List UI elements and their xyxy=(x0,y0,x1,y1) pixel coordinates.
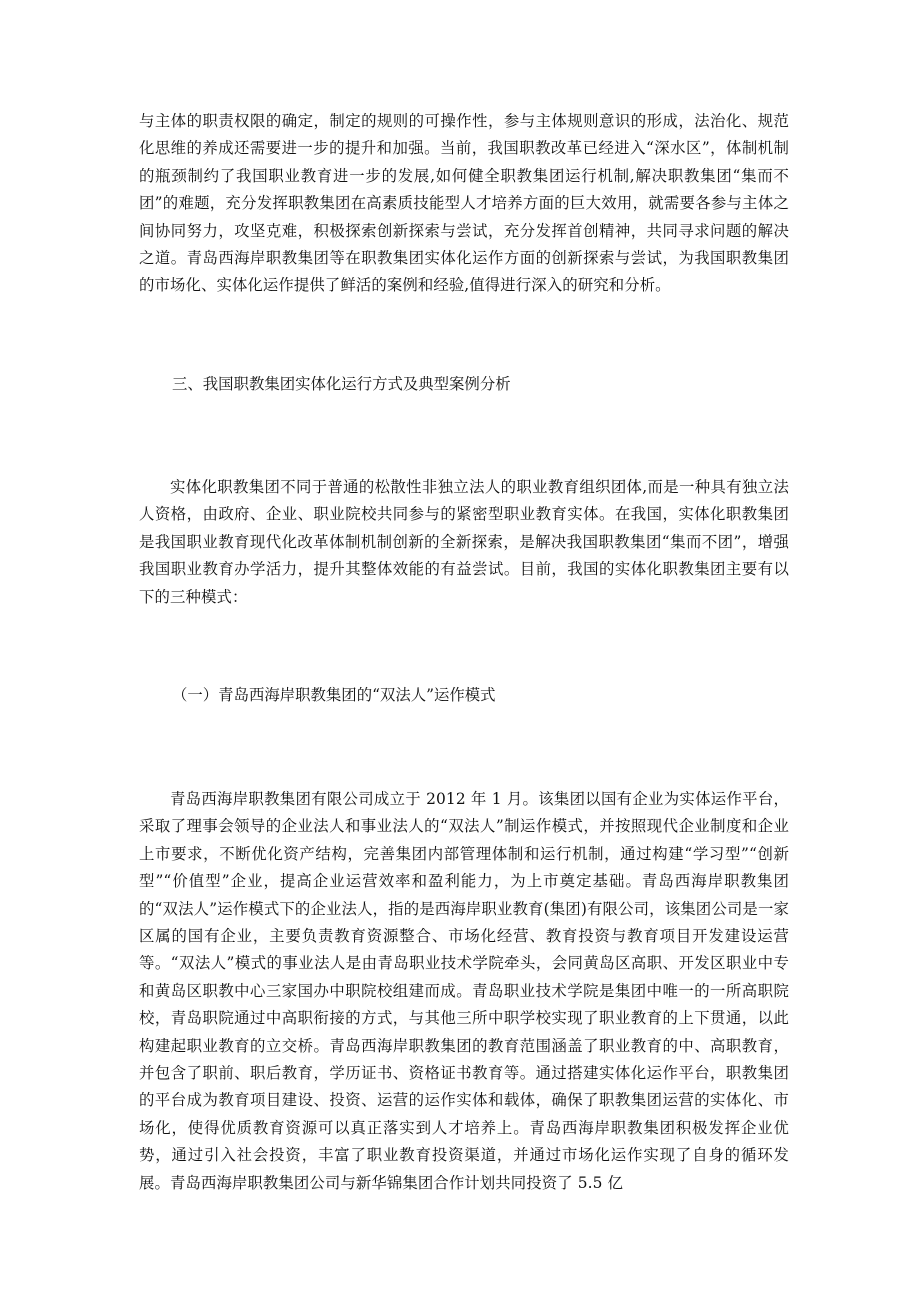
body-paragraph-continuation: 与主体的职责权限的确定，制定的规则的可操作性，参与主体规则意识的形成，法治化、规范化思维的养成还需要进一步的提升和加强。当前，我国职教改革已经进入“深水区”，体制机制的瓶颈制约了我国职业教育进一步的发展,如何健全职教集团运行机制,解决职教集团“集而不团”的难题，充分发挥职教集团在高素质技能型人才培养方面的巨大效用，就需要各参与主体之间协同努力，攻坚克难，积极探索创新探索与尝试，充分发挥首创精神，共同寻求问题的解决之道。青岛西海岸职教集团等在职教集团实体化运作方面的创新探索与尝试，为我国职教集团的市场化、实体化运作提供了鲜活的案例和经验,值得进行深入的研究和分析。 xyxy=(139,112,789,295)
body-paragraph: 青岛西海岸职教集团有限公司成立于 2012 年 1 月。该集团以国有企业为实体运作平台，采取了理事会领导的企业法人和事业法人的“双法人”制运作模式，并按照现代企业制度和企业上市要求，不断优化资产结构，完善集团内部管理体制和运行机制，通过构建“学习型”“创新型”“价值型”企业，提高企业运营效率和盈利能力，为上市奠定基础。青岛西海岸职教集团的“双法人”运作模式下的企业法人，指的是西海岸职业教育(集团)有限公司，该集团公司是一家区属的国有企业，主要负责教育资源整合、市场化经营、教育投资与教育项目开发建设运营等。“双法人”模式的事业法人是由青岛职业技术学院牵头，会同黄岛区高职、开发区职业中专和黄岛区职教中心三家国办中职院校组建而成。青岛职业技术学院是集团中唯一的一所高职院校，青岛职院通过中高职衔接的方式，与其他三所中职学校实现了职业教育的上下贯通，以此构建起职业教育的立交桥。青岛西海岸职教集团的教育范围涵盖了职业教育的中、高职教育，并包含了职前、职后教育，学历证书、资格证书教育等。通过搭建实体化运作平台，职教集团的平台成为教育项目建设、投资、运营的运作实体和载体，确保了职教集团运营的实体化、市场化，使得优质教育资源可以真正落实到人才培养上。青岛西海岸职教集团积极发挥企业优势，通过引入社会投资，丰富了职业教育投资渠道，并通过市场化运作实现了自身的循环发展。青岛西海岸职教集团公司与新华锦集团合作计划共同投资了 5.5 亿 xyxy=(139,790,789,1192)
body-paragraph: 实体化职教集团不同于普通的松散性非独立法人的职业教育组织团体,而是一种具有独立法人资格，由政府、企业、职业院校共同参与的紧密型职业教育实体。在我国，实体化职教集团是我国职业教育现代化改革体制机制创新的全新探索，是解决我国职教集团“集而不团”，增强我国职业教育办学活力，提升其整体效能的有益尝试。目前，我国的实体化职教集团主要有以下的三种模式： xyxy=(139,478,789,606)
subsection-heading: （一）青岛西海岸职教集团的“双法人”运作模式 xyxy=(172,686,496,704)
section-heading: 三、我国职教集团实体化运行方式及典型案例分析 xyxy=(172,375,511,393)
